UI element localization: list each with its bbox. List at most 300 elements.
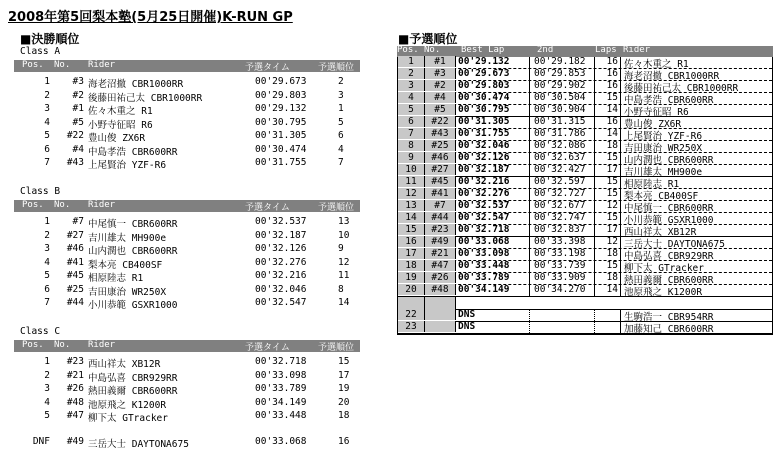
cell-no: #23	[425, 224, 456, 235]
cell-rider: 中島弘喜 CBR929RR	[88, 372, 178, 384]
cell-time: 00'32.187	[255, 229, 307, 241]
cell-rider: 柳下太 GTracker	[88, 413, 168, 424]
cell-no: #1	[72, 103, 84, 114]
cell-no: #47	[425, 260, 456, 271]
header-cell: Rider	[88, 340, 116, 350]
cell-no: #27	[66, 229, 84, 241]
cell-no: #23	[66, 356, 84, 367]
grid-line	[594, 261, 595, 272]
cell-pos: 19	[398, 272, 425, 283]
cell-best: 00'31.305	[458, 116, 510, 127]
cell-time: 00'32.126	[255, 243, 307, 254]
cell-rider: 後藤田祐己太 CBR1000RR	[88, 92, 203, 104]
final-row	[14, 397, 360, 409]
grid-line	[620, 57, 621, 68]
cell-no: #2	[425, 80, 456, 91]
grid-line	[529, 310, 530, 321]
cell-qpos: 3	[338, 89, 344, 101]
cell-time: 00'29.132	[255, 103, 307, 114]
cell-no: #5	[425, 104, 456, 115]
header-cell: No.	[54, 200, 71, 210]
grid-line	[529, 81, 530, 92]
cell-time: 00'30.795	[255, 116, 307, 128]
cell-best: DNS	[458, 309, 476, 320]
cell-rider: 吉川雄太 MH900e	[624, 167, 703, 178]
final-header	[14, 200, 360, 212]
cell-rider: 吉田康治 WR250X	[624, 143, 703, 154]
qualifying-row	[398, 322, 772, 334]
cell-qpos: 11	[338, 270, 350, 281]
grid-line	[529, 153, 530, 164]
cell-laps: 15	[606, 176, 618, 187]
cell-pos: 11	[398, 176, 425, 187]
cell-best: 00'29.673	[458, 68, 510, 79]
qualifying-table	[397, 46, 773, 335]
final-row	[14, 230, 360, 242]
final-row	[14, 257, 360, 269]
cell-no: #43	[425, 128, 456, 139]
class-name: Class A	[20, 46, 61, 57]
cell-laps: 12	[606, 200, 618, 211]
cell-second: 00'30.904	[534, 104, 586, 115]
grid-line	[529, 201, 530, 212]
cell-no	[425, 321, 456, 332]
cell-pos: 6	[44, 143, 50, 155]
cell-second: 00'33.198	[534, 248, 586, 259]
grid-line	[594, 129, 595, 140]
grid-line	[594, 57, 595, 68]
cell-pos: 23	[398, 321, 425, 332]
header-cell: 予選タイム	[245, 203, 290, 213]
final-header	[14, 60, 360, 72]
cell-best: 00'32.547	[458, 212, 510, 223]
cell-pos: 3	[398, 80, 425, 91]
cell-rider: 加藤知己 CBR600RR	[624, 324, 714, 335]
cell-second: 00'29.902	[534, 80, 586, 91]
grid-line	[594, 273, 595, 284]
cell-time: 00'32.046	[255, 283, 307, 295]
cell-pos: 10	[398, 164, 425, 175]
cell-no: #27	[425, 164, 456, 175]
cell-pos: 12	[398, 188, 425, 199]
cell-pos: 4	[44, 116, 50, 128]
cell-no: #46	[66, 243, 84, 254]
cell-rider: 豊山俊 ZX6R	[88, 133, 146, 144]
cell-no: #45	[66, 270, 84, 281]
cell-qpos: 13	[338, 216, 350, 227]
grid-line	[529, 213, 530, 224]
cell-rider: 池原飛之 K1200R	[88, 399, 167, 411]
cell-best: 00'30.795	[458, 104, 510, 115]
cell-pos: 22	[398, 309, 425, 320]
cell-pos: 1	[44, 356, 50, 367]
cell-best: 00'32.276	[458, 188, 510, 199]
cell-laps: 15	[606, 188, 618, 199]
final-row	[14, 90, 360, 102]
header-cell: 予選タイム	[245, 63, 290, 73]
cell-rider: 小野寺征昭 R6	[88, 119, 153, 131]
final-row	[14, 270, 360, 282]
cell-laps: 14	[606, 128, 618, 139]
qualifying-row	[398, 285, 772, 297]
cell-best: 00'29.132	[458, 56, 510, 67]
cell-laps: 14	[606, 104, 618, 115]
grid-line	[529, 225, 530, 236]
final-row	[14, 297, 360, 309]
cell-best: 00'31.755	[458, 128, 510, 139]
cell-qpos: 5	[338, 116, 344, 128]
cell-time: 00'31.305	[255, 130, 307, 141]
empty-cell	[398, 297, 425, 309]
cell-time: 00'33.068	[255, 436, 307, 447]
grid-line	[529, 285, 530, 296]
grid-line	[529, 129, 530, 140]
cell-pos: 3	[44, 243, 50, 254]
cell-rider: 生駒浩一 CBR954RR	[624, 312, 714, 323]
cell-qpos: 10	[338, 229, 350, 241]
cell-laps: 18	[606, 248, 618, 259]
cell-laps: 16	[606, 80, 618, 91]
grid-line	[620, 225, 621, 236]
cell-second: 00'33.739	[534, 260, 586, 271]
cell-qpos: 14	[338, 297, 350, 308]
cell-laps: 15	[606, 152, 618, 163]
cell-no: #48	[66, 396, 84, 408]
cell-second: 00'32.837	[534, 224, 586, 235]
cell-pos: 2	[44, 229, 50, 241]
cell-rider: 池原飛之 K1200R	[624, 287, 703, 298]
final-row	[14, 216, 360, 228]
grid-line	[594, 81, 595, 92]
cell-rider: 梨本亮 CB400SF	[88, 259, 163, 271]
cell-pos: 5	[44, 410, 50, 421]
cell-pos: 3	[44, 383, 50, 394]
cell-no: #4	[72, 143, 84, 155]
cell-qpos: 6	[338, 130, 344, 141]
cell-rider: 中島孝浩 CBR600RR	[624, 95, 714, 106]
cell-qpos: 15	[338, 356, 350, 367]
header-cell: Pos.	[22, 340, 44, 350]
dnf-row	[14, 436, 360, 448]
final-row	[14, 103, 360, 115]
cell-pos: 2	[398, 68, 425, 79]
final-row	[14, 157, 360, 169]
cell-time: 00'31.755	[255, 157, 307, 168]
grid-line	[529, 93, 530, 104]
cell-time: 00'32.216	[255, 270, 307, 281]
grid-line	[594, 105, 595, 116]
header-cell: No.	[54, 340, 71, 350]
cell-no: #26	[425, 272, 456, 283]
grid-line	[620, 322, 621, 333]
final-row	[14, 144, 360, 156]
cell-rider: 後藤田祐己太 CBR1000RR	[624, 83, 739, 94]
cell-rider: 吉田康治 WR250X	[88, 286, 167, 298]
cell-time: 00'33.789	[255, 383, 307, 394]
qualifying-heading: ■予選順位	[398, 32, 458, 46]
cell-qpos: 17	[338, 369, 350, 381]
cell-rider: 山内潤也 CBR600RR	[624, 155, 714, 166]
cell-rider: 小川恭範 GSXR1000	[624, 215, 714, 226]
grid-line	[594, 189, 595, 200]
cell-no: #25	[425, 140, 456, 151]
cell-rider: 相原陸志 R1	[624, 179, 680, 190]
cell-second: 00'34.270	[534, 284, 586, 295]
grid-line	[620, 105, 621, 116]
cell-best: 00'32.718	[458, 224, 510, 235]
cell-best: 00'32.126	[458, 152, 510, 163]
grid-line	[529, 141, 530, 152]
cell-rider: 中尾慎一 CBR600RR	[624, 203, 714, 214]
cell-no: #44	[425, 212, 456, 223]
cell-qpos: 8	[338, 283, 344, 295]
cell-time: 00'32.276	[255, 256, 307, 268]
cell-second: 00'33.398	[534, 236, 586, 247]
header-no: No.	[424, 45, 441, 55]
cell-laps: 16	[606, 116, 618, 127]
cell-rider: 三岳大士 DAYTONA675	[88, 439, 189, 450]
grid-line	[529, 117, 530, 128]
cell-pos: 7	[44, 297, 50, 308]
grid-line	[620, 177, 621, 188]
grid-line	[620, 153, 621, 164]
cell-pos: 18	[398, 260, 425, 271]
cell-no: #22	[425, 116, 456, 127]
cell-laps: 18	[606, 140, 618, 151]
cell-best: 00'32.537	[458, 200, 510, 211]
cell-time: 00'33.098	[255, 369, 307, 381]
cell-rider: 三岳大士 DAYTONA675	[624, 239, 725, 250]
cell-rider: 中島孝浩 CBR600RR	[88, 146, 178, 158]
cell-no: #5	[72, 116, 84, 128]
cell-time: 00'32.718	[255, 356, 307, 367]
grid-line	[620, 69, 621, 80]
final-heading: ■決勝順位	[20, 32, 80, 46]
cell-second: 00'32.597	[534, 176, 586, 187]
grid-line	[620, 237, 621, 248]
header-laps: Laps	[595, 45, 617, 55]
cell-laps: 15	[606, 260, 618, 271]
cell-time: 00'29.803	[255, 89, 307, 101]
cell-rider: 熱田義爾 CBR600RR	[624, 275, 714, 286]
final-row	[14, 243, 360, 255]
final-row	[14, 117, 360, 129]
cell-pos: 1	[398, 56, 425, 67]
cell-no: #45	[425, 176, 456, 187]
cell-time: 00'32.547	[255, 297, 307, 308]
cell-best: 00'33.098	[458, 248, 510, 259]
cell-qpos: 1	[338, 103, 344, 114]
cell-second: 00'32.637	[534, 152, 586, 163]
cell-rider: 上尾賢治 YZF-R6	[88, 160, 167, 171]
grid-line	[594, 285, 595, 296]
grid-line	[620, 310, 621, 321]
cell-no	[425, 309, 456, 320]
cell-second: 00'32.677	[534, 200, 586, 211]
grid-line	[529, 69, 530, 80]
grid-line	[620, 93, 621, 104]
cell-rider: 吉川雄太 MH900e	[88, 232, 167, 244]
cell-pos: 1	[44, 216, 50, 227]
grid-line	[620, 213, 621, 224]
cell-best: 00'32.216	[458, 176, 510, 187]
cell-pos: 7	[398, 128, 425, 139]
grid-line	[594, 310, 595, 321]
header-cell: Rider	[88, 60, 116, 70]
cell-rider: 山内潤也 CBR600RR	[88, 246, 178, 257]
final-row	[14, 76, 360, 88]
final-row	[14, 370, 360, 382]
grid-line	[594, 93, 595, 104]
cell-qpos: 20	[338, 396, 350, 408]
cell-pos: 5	[398, 104, 425, 115]
cell-best: 00'34.149	[458, 284, 510, 295]
cell-pos: 15	[398, 224, 425, 235]
cell-best: 00'30.474	[458, 92, 510, 103]
grid-line	[529, 237, 530, 248]
cell-qpos: 16	[338, 436, 350, 447]
cell-rider: 西山祥太 XB12R	[88, 359, 161, 370]
cell-rider: 小野寺征昭 R6	[624, 107, 689, 118]
grid-line	[620, 129, 621, 140]
cell-pos: 6	[44, 283, 50, 295]
cell-laps: 15	[606, 92, 618, 103]
cell-pos: 17	[398, 248, 425, 259]
cell-pos: 8	[398, 140, 425, 151]
final-header	[14, 340, 360, 352]
grid-line	[529, 105, 530, 116]
grid-line	[620, 165, 621, 176]
cell-pos: 4	[398, 92, 425, 103]
cell-rider: 柳下太 GTracker	[624, 263, 704, 274]
cell-no: #7	[72, 216, 84, 227]
final-row	[14, 284, 360, 296]
grid-line	[620, 141, 621, 152]
cell-rider: 上尾賢治 YZF-R6	[624, 131, 703, 142]
cell-rider: 熱田義爾 CBR600RR	[88, 386, 178, 397]
cell-second: 00'32.427	[534, 164, 586, 175]
cell-pos: 5	[44, 270, 50, 281]
cell-no: #4	[425, 92, 456, 103]
header-best-lap: Best Lap	[461, 45, 505, 55]
grid-line	[594, 69, 595, 80]
cell-second: 00'29.853	[534, 68, 586, 79]
grid-line	[529, 177, 530, 188]
cell-pos: 2	[44, 89, 50, 101]
grid-line	[529, 261, 530, 272]
grid-line	[529, 57, 530, 68]
grid-line	[594, 201, 595, 212]
cell-best: DNS	[458, 321, 476, 332]
cell-pos: 5	[44, 130, 50, 141]
grid-line	[620, 285, 621, 296]
cell-rider: 佐々木重之 R1	[624, 59, 689, 70]
header-cell: Pos.	[22, 60, 44, 70]
header-pos: Pos.	[397, 45, 419, 55]
cell-time: 00'32.537	[255, 216, 307, 227]
cell-no: #1	[425, 56, 456, 67]
cell-qpos: 12	[338, 256, 350, 268]
header-rider: Rider	[623, 45, 651, 55]
cell-second: 00'33.909	[534, 272, 586, 283]
grid-line	[594, 213, 595, 224]
grid-line	[594, 117, 595, 128]
cell-time: 00'33.448	[255, 410, 307, 421]
grid-line	[529, 165, 530, 176]
cell-pos: 4	[44, 396, 50, 408]
cell-best: 00'29.803	[458, 80, 510, 91]
grid-line	[594, 165, 595, 176]
cell-second: 00'31.315	[534, 116, 586, 127]
cell-laps: 18	[606, 272, 618, 283]
cell-no: #41	[66, 256, 84, 268]
cell-pos: 4	[44, 256, 50, 268]
header-cell: No.	[54, 60, 71, 70]
header-cell: Rider	[88, 200, 116, 210]
grid-line	[594, 225, 595, 236]
cell-no: #21	[425, 248, 456, 259]
cell-pos: 16	[398, 236, 425, 247]
cell-qpos: 18	[338, 410, 350, 421]
grid-line	[594, 177, 595, 188]
cell-no: #7	[425, 200, 456, 211]
cell-no: #43	[66, 157, 84, 168]
cell-pos: DNF	[32, 436, 50, 447]
cell-laps: 17	[606, 224, 618, 235]
cell-no: #3	[72, 76, 84, 87]
cell-rider: 豊山俊 ZX6R	[624, 119, 682, 130]
cell-laps: 17	[606, 164, 618, 175]
cell-qpos: 9	[338, 243, 344, 254]
cell-pos: 14	[398, 212, 425, 223]
qualifying-body	[397, 57, 773, 335]
cell-pos: 6	[398, 116, 425, 127]
cell-second: 00'30.504	[534, 92, 586, 103]
cell-second: 00'29.182	[534, 56, 586, 67]
cell-rider: 梨本亮 CB400SF	[624, 191, 699, 202]
empty-cell	[425, 297, 456, 309]
cell-pos: 7	[44, 157, 50, 168]
grid-line	[620, 81, 621, 92]
cell-pos: 13	[398, 200, 425, 211]
cell-no: #2	[72, 89, 84, 101]
cell-time: 00'30.474	[255, 143, 307, 155]
final-row	[14, 383, 360, 395]
grid-line	[594, 237, 595, 248]
cell-time: 00'29.673	[255, 76, 307, 87]
final-row	[14, 130, 360, 142]
cell-second: 00'32.747	[534, 212, 586, 223]
final-row	[14, 356, 360, 368]
cell-qpos: 7	[338, 157, 344, 168]
grid-line	[594, 153, 595, 164]
final-row	[14, 410, 360, 422]
header-2nd: 2nd	[537, 45, 554, 55]
cell-no: #47	[66, 410, 84, 421]
cell-no: #41	[425, 188, 456, 199]
cell-no: #49	[66, 436, 84, 447]
grid-line	[620, 189, 621, 200]
header-cell: 予選順位	[318, 343, 355, 353]
cell-best: 00'32.187	[458, 164, 510, 175]
cell-qpos: 2	[338, 76, 344, 87]
cell-rider: 小川恭範 GSXR1000	[88, 300, 178, 311]
cell-laps: 14	[606, 284, 618, 295]
cell-rider: 佐々木重之 R1	[88, 106, 153, 117]
cell-pos: 1	[44, 76, 50, 87]
cell-pos: 3	[44, 103, 50, 114]
grid-line	[529, 249, 530, 260]
